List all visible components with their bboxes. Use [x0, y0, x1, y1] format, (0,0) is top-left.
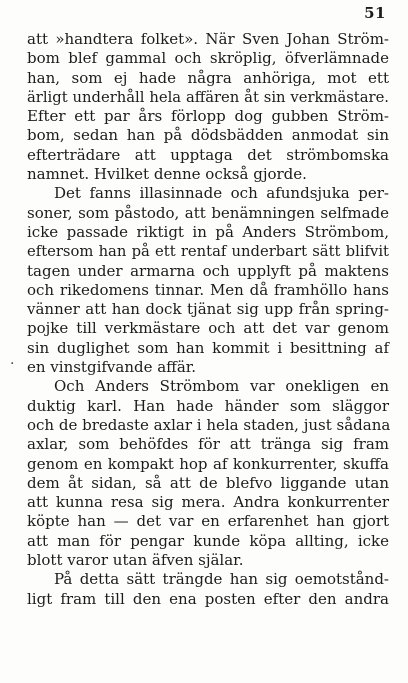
- text-line: vänner att han dock tjänat sig upp från spring-: [27, 300, 389, 319]
- text-line: att man för pengar kunde köpa allting, icke: [27, 531, 389, 550]
- text-line: ärligt underhåll hela affären åt sin verkmästare.: [27, 88, 389, 106]
- text-line: Och Anders Strömbom var onekligen en: [54, 377, 389, 396]
- text-line: pojke till verkmästare och att det var genom: [27, 319, 389, 338]
- text-line: köpte han — det var en erfarenhet han gjort: [27, 512, 389, 531]
- text-line: sin duglighet som han kommit i besittning af: [27, 338, 389, 357]
- text-line: dem åt sidan, så att de blefvo liggande utan: [27, 473, 389, 492]
- text-line: Det fanns illasinnade och afundsjuka per-: [54, 184, 389, 203]
- text-line: eftersom han på ett rentaf underbart sätt blifvit: [27, 243, 389, 261]
- paragraph: [27, 570, 389, 609]
- text-line: efterträdare att upptaga det strömbomska: [27, 145, 389, 164]
- paragraph: [27, 184, 389, 377]
- text-line: tagen under armarna och upplyft på maktens: [27, 261, 389, 280]
- text-line: och de bredaste axlar i hela staden, just sådana: [27, 415, 391, 434]
- text-line: På detta sätt trängde han sig oemotstånd-: [54, 570, 389, 589]
- page-number: 51: [364, 4, 386, 22]
- text-line: soner, som påstodo, att benämningen selfmade: [27, 203, 389, 222]
- text-line: genom en kompakt hop af konkurrenter, skuffa: [27, 454, 389, 473]
- text-line: att kunna resa sig mera. Andra konkurrenter: [27, 493, 389, 512]
- text-line: att »handtera folket». När Sven Johan Ström-: [27, 30, 389, 48]
- text-line: ligt fram till den ena posten efter den andra: [27, 589, 389, 608]
- text-line: icke passade riktigt in på Anders Strömbom,: [27, 222, 389, 241]
- body-text: [27, 30, 389, 609]
- text-line: och rikedomens tinnar. Men då framhöllo hans: [27, 280, 389, 299]
- text-line: bom, sedan han på dödsbädden anmodat sin: [27, 126, 389, 145]
- paragraph: [27, 377, 389, 570]
- text-line: blott varor utan äfven själar.: [27, 551, 244, 570]
- text-line: duktig karl. Han hade händer som släggor: [27, 396, 389, 415]
- text-line: Efter ett par års förlopp dog gubben Ström-: [27, 107, 389, 126]
- paragraph: [27, 30, 389, 184]
- margin-mark: ·: [10, 356, 15, 372]
- text-line: en vinstgifvande affär.: [27, 358, 197, 377]
- text-line: namnet. Hvilket denne också gjorde.: [27, 165, 307, 184]
- text-line: bom blef gammal och skröplig, öfverlämnade: [27, 49, 389, 68]
- text-line: axlar, som behöfdes för att tränga sig fram: [27, 435, 389, 454]
- text-line: han, som ej hade några anhöriga, mot ett: [27, 68, 389, 87]
